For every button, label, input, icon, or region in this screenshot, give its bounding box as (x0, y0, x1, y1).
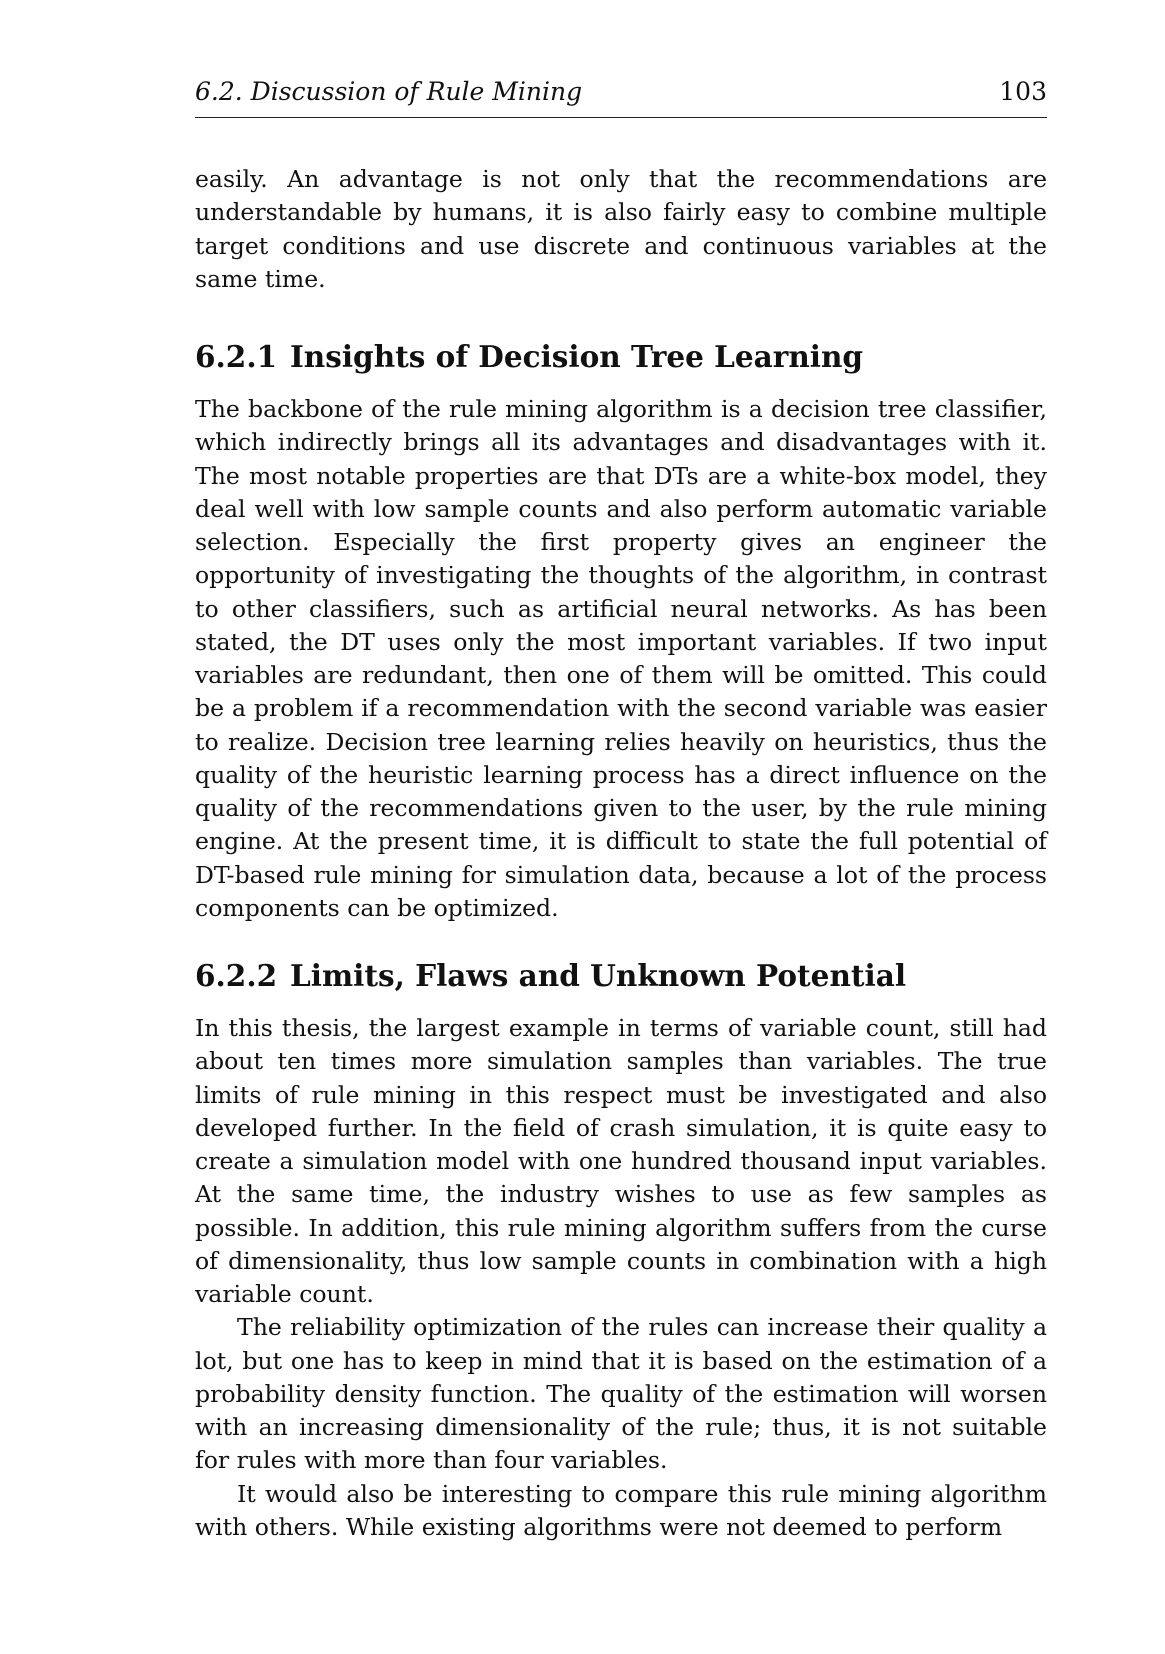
section-title: Limits, Flaws and Unknown Potential (290, 958, 907, 993)
running-title: 6.2. Discussion of Rule Mining (195, 77, 583, 106)
section-number: 6.2.2 (195, 958, 278, 993)
section-number: 6.2.1 (195, 339, 278, 374)
section-title: Insights of Decision Tree Learning (290, 339, 864, 374)
section-heading-6-2-2 (195, 958, 1047, 994)
section-heading-6-2-1 (195, 339, 1047, 375)
paragraph: The reliability optimization of the rules can increase their quality a lot, but one has to keep in mind that it is based on the estimation of a probability density function. The quality of the estimation will worsen with an increasing dimensionality of the rule; thus, it is not suitable for rules with more than four variables. (195, 1313, 1047, 1475)
page-number: 103 (999, 77, 1047, 106)
intro-paragraph: easily. An advantage is not only that the recommendations are understandable by humans, it is also fairly easy to combine multiple target conditions and use discrete and continuous variables at the same time. (195, 165, 1047, 293)
paragraph: In this thesis, the largest example in terms of variable count, still had about ten times more simulation samples than variables. The true limits of rule mining in this respect must be investigated and also developed further. In the field of crash simulation, it is quite easy to create a simulation model with one hundred thousand input variables. At the same time, the industry wishes to use as few samples as possible. In addition, this rule mining algorithm suffers from the curse of dimensionality, thus low sample counts in combination with a high variable count. (195, 1014, 1047, 1308)
paragraph: The backbone of the rule mining algorithm is a decision tree classifier, which indirectly brings all its advantages and disadvantages with it. The most notable properties are that DTs are a white-box model, they deal well with low sample counts and also perform automatic variable selection. Especially the first property gives an engineer the opportunity of investigating the thoughts of the algorithm, in contrast to other classifiers, such as artificial neural networks. As has been stated, the DT uses only the most important variables. If two input variables are redundant, then one of them will be omitted. This could be a problem if a recommendation with the second variable was easier to realize. Decision tree learning relies heavily on heuristics, thus the quality of the heuristic learning process has a direct influence on the quality of the recommendations given to the user, by the rule mining engine. At the present time, it is difficult to state the full potential of DT-based rule mining for simulation data, because a lot of the process components can be optimized. (195, 395, 1047, 922)
main-content (195, 163, 1047, 1544)
running-header (195, 74, 1047, 118)
paragraph: It would also be interesting to compare this rule mining algorithm with others. While existing algorithms were not deemed to perform (195, 1479, 1047, 1541)
